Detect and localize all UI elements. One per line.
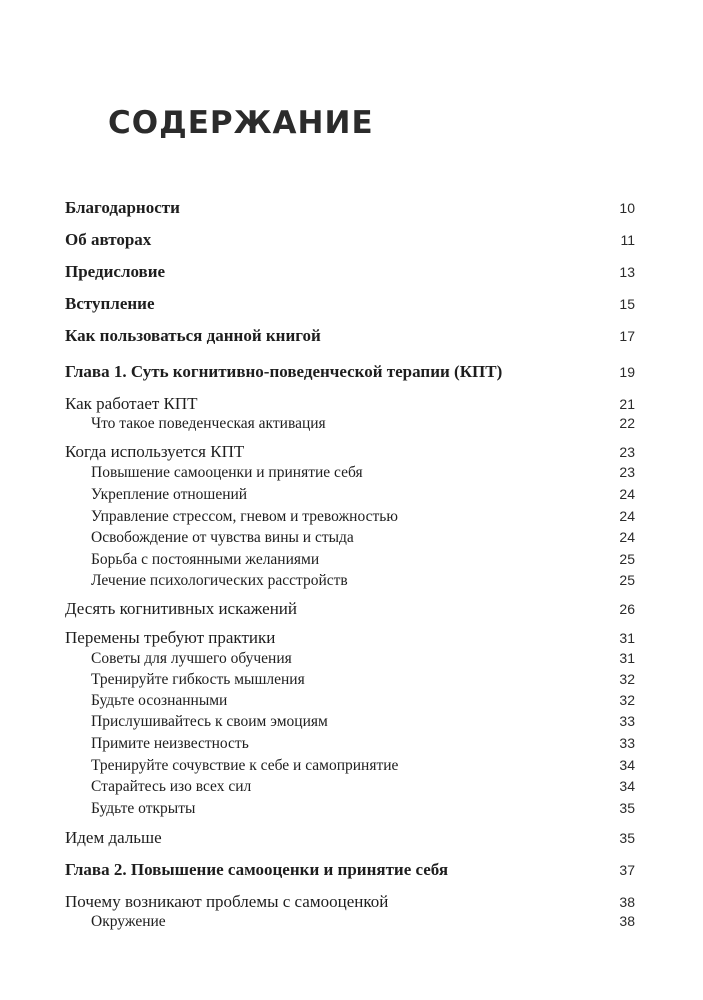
toc-page-number: 35	[619, 800, 635, 816]
toc-entry	[65, 294, 635, 314]
toc-entry	[91, 913, 635, 933]
toc-entry	[65, 628, 635, 648]
toc-entry-title: Управление стрессом, гневом и тревожностью	[91, 508, 398, 525]
toc-entry-title: Вступление	[65, 294, 155, 313]
toc-entry-title: Глава 2. Повышение самооценки и принятие себя	[65, 860, 449, 879]
toc-entry-title: Старайтесь изо всех сил	[91, 778, 252, 795]
toc-entry	[65, 230, 635, 250]
toc-page-number: 32	[619, 671, 635, 687]
toc-entry-title: Укрепление отношений	[91, 486, 248, 503]
toc-entry-title: Глава 1. Суть когнитивно-поведенческой терапии (КПТ)	[65, 362, 503, 381]
toc-page-number: 26	[619, 601, 635, 617]
toc-entry	[91, 800, 635, 820]
toc-entry-title: Будьте открыты	[91, 800, 196, 817]
toc-entry-title: Идем дальше	[65, 828, 162, 847]
toc-entry-title: Десять когнитивных искажений	[65, 599, 298, 618]
toc-entry-title: Как работает КПТ	[65, 394, 198, 413]
toc-page-number: 13	[619, 264, 635, 280]
toc-page-number: 38	[619, 913, 635, 929]
toc-entry	[65, 599, 635, 619]
toc-entry	[91, 713, 635, 733]
toc-entry	[91, 486, 635, 506]
toc-page-number: 22	[619, 415, 635, 431]
toc-entry	[91, 671, 635, 691]
toc-entry	[91, 757, 635, 777]
toc-entry-title: Советы для лучшего обучения	[91, 650, 292, 667]
toc-entry	[65, 198, 635, 218]
toc-entry	[91, 778, 635, 798]
toc-entry	[65, 892, 635, 912]
page-title: СОДЕРЖАНИЕ	[108, 105, 374, 141]
toc-entry-title: Предисловие	[65, 262, 166, 281]
toc-page-number: 11	[620, 232, 635, 248]
toc-entry	[65, 828, 635, 848]
toc-page-number: 32	[619, 692, 635, 708]
toc-page-number: 31	[619, 630, 635, 646]
toc-page-number: 24	[619, 529, 635, 545]
toc-entry	[91, 551, 635, 571]
toc-entry	[65, 394, 635, 414]
toc-entry	[91, 650, 635, 670]
toc-page-number: 15	[619, 296, 635, 312]
toc-entry-title: Будьте осознанными	[91, 692, 228, 709]
toc-entry-title: Лечение психологических расстройств	[91, 572, 348, 589]
toc-entry	[91, 529, 635, 549]
toc-entry	[91, 508, 635, 528]
toc-entry	[91, 415, 635, 435]
toc-entry	[65, 442, 635, 462]
toc-page-number: 19	[619, 364, 635, 380]
toc-entry-title: Что такое поведенческая активация	[91, 415, 326, 432]
toc-entry-title: Освобождение от чувства вины и стыда	[91, 529, 354, 546]
toc-page-number: 35	[619, 830, 635, 846]
toc-page-number: 34	[619, 757, 635, 773]
toc-entry-title: Тренируйте гибкость мышления	[91, 671, 305, 688]
toc-page-number: 31	[619, 650, 635, 666]
toc-page-number: 21	[619, 396, 635, 412]
toc-entry	[65, 362, 635, 382]
toc-page-number: 17	[619, 328, 635, 344]
toc-page-number: 25	[619, 551, 635, 567]
toc-entry-title: Прислушивайтесь к своим эмоциям	[91, 713, 328, 730]
toc-entry-title: Окружение	[91, 913, 166, 930]
toc-entry	[91, 692, 635, 712]
toc-page-number: 25	[619, 572, 635, 588]
toc-page-number: 23	[619, 444, 635, 460]
toc-entry-title: Тренируйте сочувствие к себе и самопринятие	[91, 757, 399, 774]
toc-entry-title: Борьба с постоянными желаниями	[91, 551, 320, 568]
toc-entry-title: Почему возникают проблемы с самооценкой	[65, 892, 389, 911]
toc-entry-title: Благодарности	[65, 198, 180, 217]
toc-entry	[65, 262, 635, 282]
toc-entry-title: Об авторах	[65, 230, 152, 249]
toc-page-number: 34	[619, 778, 635, 794]
toc-entry	[91, 735, 635, 755]
toc-entry-title: Перемены требуют практики	[65, 628, 276, 647]
toc-entry-title: Примите неизвестность	[91, 735, 249, 752]
toc-entry	[91, 464, 635, 484]
toc-page-number: 33	[619, 735, 635, 751]
toc-entry	[65, 860, 635, 880]
toc-page-number: 38	[619, 894, 635, 910]
toc-entry-title: Повышение самооценки и принятие себя	[91, 464, 363, 481]
toc-entry-title: Когда используется КПТ	[65, 442, 245, 461]
toc-page-number: 23	[619, 464, 635, 480]
toc-entry	[91, 572, 635, 592]
toc-page-number: 37	[619, 862, 635, 878]
toc-page-number: 10	[619, 200, 635, 216]
toc-entry	[65, 326, 635, 346]
toc-entry-title: Как пользоваться данной книгой	[65, 326, 321, 345]
toc-page-number: 24	[619, 486, 635, 502]
toc-page-number: 33	[619, 713, 635, 729]
toc-page-number: 24	[619, 508, 635, 524]
